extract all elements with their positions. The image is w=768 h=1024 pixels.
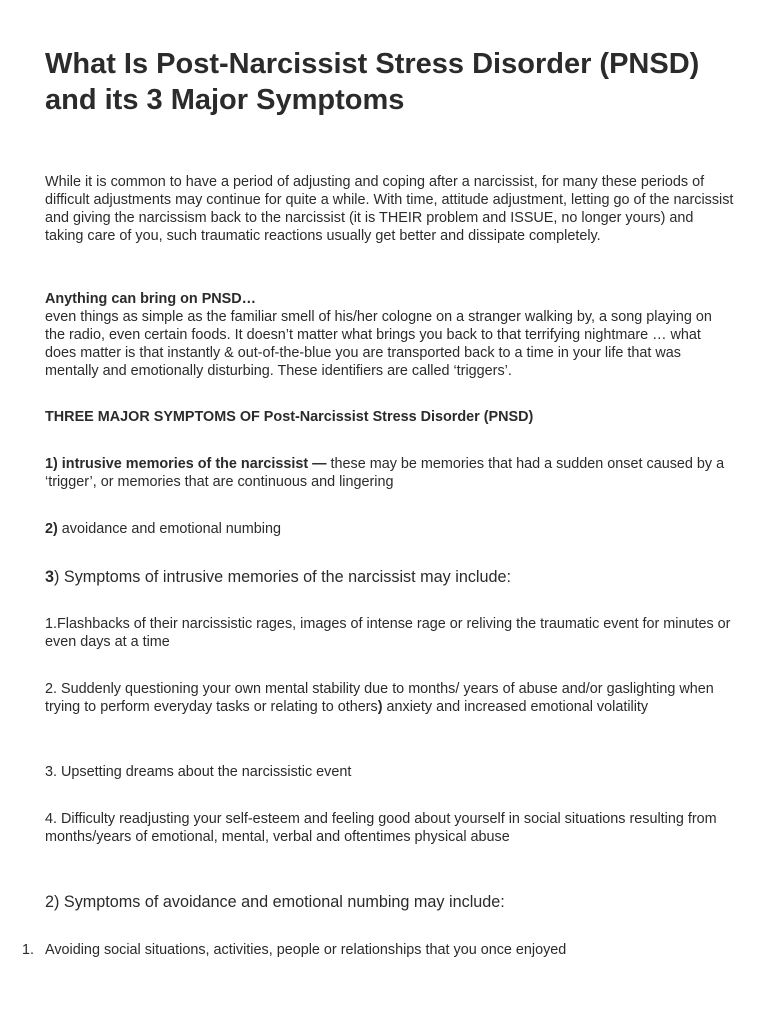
avoidance-list-number: 1. xyxy=(22,942,35,958)
symptom-3-text: ) Symptoms of intrusive memories of the narcissist may include: xyxy=(54,568,512,586)
intrusive-item-2-text-b: anxiety and increased emotional volatility xyxy=(382,699,649,715)
intrusive-item-1: 1.Flashbacks of their narcissistic rages, images of intense rage or reliving the traumatic event for minutes or even days at a time xyxy=(45,616,731,650)
triggers-heading: Anything can bring on PNSD… xyxy=(45,291,257,307)
intrusive-item-4: 4. Difficulty readjusting your self-esteem and feeling good about yourself in social situations resulting from months/years of emotional, mental, verbal and oftentimes physical abuse xyxy=(45,811,717,845)
intrusive-item-2-paren: ) xyxy=(377,699,383,715)
symptom-2 xyxy=(45,520,735,538)
triggers-text: even things as simple as the familiar smell of his/her cologne on a stranger walking by, a song playing on the radio, even certain foods. It doesn’t matter what brings you back to that terrifying nightmare … what does matter is that instantly & out-of-the-blue you are transported back to a time in your life that was mentally and emotionally disturbing. These identifiers are called ‘triggers’. xyxy=(45,309,712,379)
article-title: What Is Post-Narcissist Stress Disorder (PNSD) and its 3 Major Symptoms xyxy=(45,48,700,116)
symptom-2-label: 2) xyxy=(45,521,58,537)
avoidance-item-1: Avoiding social situations, activities, people or relationships that you once enjoyed xyxy=(45,942,567,958)
symptom-1 xyxy=(45,455,735,491)
triggers-paragraph xyxy=(45,290,735,380)
symptom-1-label: 1) intrusive memories of the narcissist — xyxy=(45,456,327,472)
symptoms-heading-text: THREE MAJOR SYMPTOMS OF Post-Narcissist Stress Disorder (PNSD) xyxy=(45,409,534,425)
intrusive-item-3: 3. Upsetting dreams about the narcissistic event xyxy=(45,764,352,780)
symptom-3 xyxy=(45,567,735,587)
intro-paragraph: While it is common to have a period of adjusting and coping after a narcissist, for many these periods of difficult adjustments may continue for quite a while. With time, attitude adjustment, letting go of the narcissist and giving the narcissism back to the narcissist (it is THEIR problem and ISSUE, no longer yours) and taking care of you, such traumatic reactions usually get better and dissipate completely. xyxy=(45,174,734,244)
intrusive-item-2 xyxy=(45,680,735,716)
avoidance-heading: 2) Symptoms of avoidance and emotional numbing may include: xyxy=(45,893,505,911)
symptom-1-text: these may be memories that had a sudden onset caused by a ‘trigger’, or memories that are continuous and lingering xyxy=(45,456,725,490)
symptom-3-label: 3 xyxy=(45,568,55,586)
intrusive-item-2-text-a: 2. Suddenly questioning your own mental stability due to months/ years of abuse and/or gaslighting when trying to perform everyday tasks or relating to others xyxy=(45,681,714,715)
symptom-2-text: avoidance and emotional numbing xyxy=(57,521,282,537)
symptoms-heading xyxy=(45,408,735,426)
